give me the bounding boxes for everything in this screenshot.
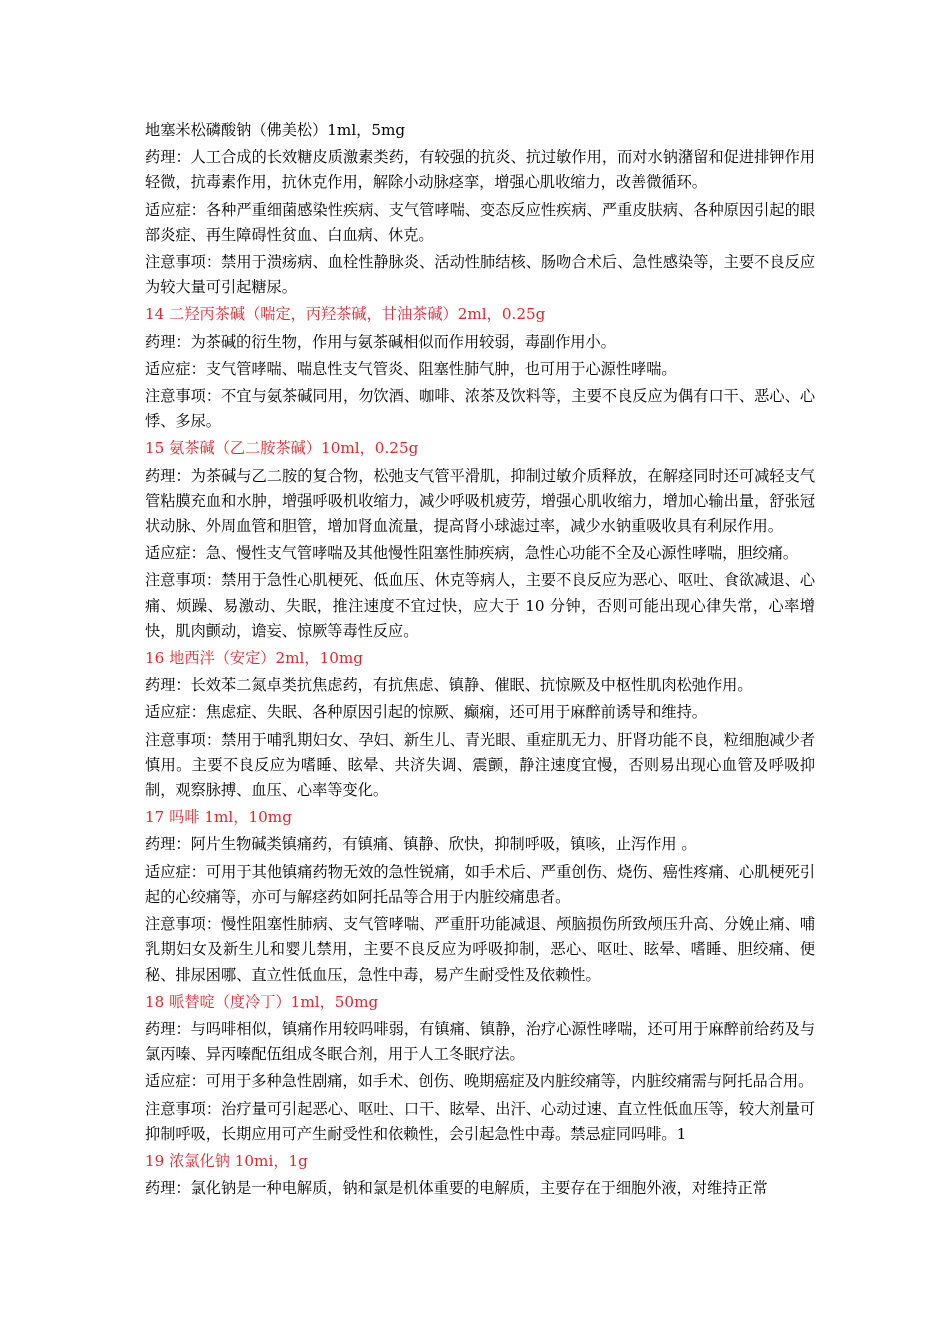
drug-heading-17: 17 吗啡 1ml，10mg: [145, 808, 292, 827]
pharmacology-paragraph: 药理：为茶碱与乙二胺的复合物，松弛支气管平滑肌，抑制过敏介质释放，在解痉同时还可减轻支气管粘膜充血和水肿，增强呼吸机收缩力，减少呼吸机疲劳，增强心肌收缩力，增加心输出量，舒张冠状动脉、外周血管和胆管，增加肾血流量，提高肾小球滤过率，减少水钠重吸收具有利尿作用。: [145, 466, 815, 536]
drug-heading-18: 18 哌替啶（度冷丁）1ml，50mg: [145, 992, 379, 1011]
pharmacology-paragraph: 药理：阿片生物碱类镇痛药，有镇痛、镇静、欣快，抑制呼吸，镇咳，止泻作用 。: [145, 835, 697, 854]
pharmacology-paragraph: 药理：长效苯二氮卓类抗焦虑药，有抗焦虑、镇静、催眠、抗惊厥及中枢性肌肉松弛作用。: [145, 676, 753, 695]
precautions-paragraph: 注意事项：慢性阻塞性肺病、支气管哮喘、严重肝功能减退、颅脑损伤所致颅压升高、分娩止痛、哺乳期妇女及新生儿和婴儿禁用，主要不良反应为呼吸抑制，恶心、呕吐、眩晕、嗜睡、胆绞痛、便秘、排尿困哪、直立性低血压，急性中毒，易产生耐受性及依赖性。: [145, 915, 815, 984]
title-line: 地塞米松磷酸钠（佛美松）1ml，5mg: [145, 121, 406, 139]
drug-heading-19: 19 浓氯化钠 10mi，1g: [145, 1151, 308, 1170]
drug-heading-14: 14 二羟丙茶碱（喘定，丙羟茶碱，甘油茶碱）2ml，0.25g: [145, 305, 546, 324]
precautions-paragraph: 注意事项：禁用于溃疡病、血栓性静脉炎、活动性肺结核、肠吻合术后、急性感染等，主要不良反应为较大量可引起糖尿。: [145, 253, 815, 297]
pharmacology-paragraph: 药理：与吗啡相似，镇痛作用较吗啡弱，有镇痛、镇静，治疗心源性哮喘，还可用于麻醉前给药及与氯丙嗪、异丙嗪配伍组成冬眠合剂，用于人工冬眠疗法。: [145, 1019, 815, 1064]
drug-heading-16: 16 地西泮（安定）2ml，10mg: [145, 649, 364, 668]
indications-paragraph: 适应症：可用于多种急性剧痛，如手术、创伤、晚期癌症及内脏绞痛等，内脏绞痛需与阿托品合用。: [145, 1072, 814, 1091]
indications-paragraph: 适应症：各种严重细菌感染性疾病、支气管哮喘、变态反应性疾病、严重皮肤病、各种原因引起的眼部炎症、再生障碍性贫血、白血病、休克。: [145, 200, 815, 244]
precautions-paragraph: 注意事项：禁用于哺乳期妇女、孕妇、新生儿、青光眼、重症肌无力、肝肾功能不良，粒细胞减少者慎用。主要不良反应为嗜睡、眩晕、共济失调、震颤，静注速度宜慢，否则易出现心血管及呼吸抑制，观察脉搏、血压、心率等变化。: [145, 730, 815, 800]
pharmacology-paragraph: 药理：为茶碱的衍生物，作用与氨茶碱相似而作用较弱，毒副作用小。: [145, 332, 616, 351]
precautions-paragraph: 注意事项：禁用于急性心肌梗死、低血压、休克等病人，主要不良反应为恶心、呕吐、食欲减退、心痛、烦躁、易激动、失眠，推注速度不宜过快，应大于 10 分钟，否则可能出现心律失常，心率增快，肌肉颤动，谵妄、惊厥等毒性反应。: [145, 571, 815, 640]
indications-paragraph: 适应症：焦虑症、失眠、各种原因引起的惊厥、癫痫，还可用于麻醉前诱导和维持。: [145, 703, 707, 722]
indications-paragraph: 适应症：急、慢性支气管哮喘及其他慢性阻塞性肺疾病，急性心功能不全及心源性哮喘，胆绞痛。: [145, 544, 799, 563]
indications-paragraph: 适应症：支气管哮喘、喘息性支气管炎、阻塞性肺气肿，也可用于心源性哮喘。: [145, 359, 677, 378]
precautions-paragraph: 注意事项：不宜与氨茶碱同用，勿饮酒、咖啡、浓茶及饮料等，主要不良反应为偶有口干、恶心、心悸、多尿。: [145, 387, 815, 431]
indications-paragraph: 适应症：可用于其他镇痛药物无效的急性锐痛，如手术后、严重创伤、烧伤、癌性疼痛、心肌梗死引起的心绞痛等，亦可与解痉药如阿托品等合用于内脏绞痛患者。: [145, 862, 815, 906]
pharmacology-paragraph: 药理：人工合成的长效糖皮质激素类药，有较强的抗炎、抗过敏作用，而对水钠潴留和促进排钾作用轻微，抗毒素作用，抗休克作用，解除小动脉痉挛，增强心肌收缩力，改善微循环。: [145, 148, 815, 192]
drug-heading-15: 15 氨茶碱（乙二胺茶碱）10ml，0.25g: [145, 439, 419, 458]
pharmacology-paragraph: 药理：氯化钠是一种电解质，钠和氯是机体重要的电解质，主要存在于细胞外液，对维持正常: [145, 1179, 768, 1198]
document-page: [145, 118, 815, 1201]
precautions-paragraph: 注意事项：治疗量可引起恶心、呕吐、口干、眩晕、出汗、心动过速、直立性低血压等，较大剂量可抑制呼吸，长期应用可产生耐受性和依赖性，会引起急性中毒。禁忌症同吗啡。1: [145, 1099, 815, 1143]
